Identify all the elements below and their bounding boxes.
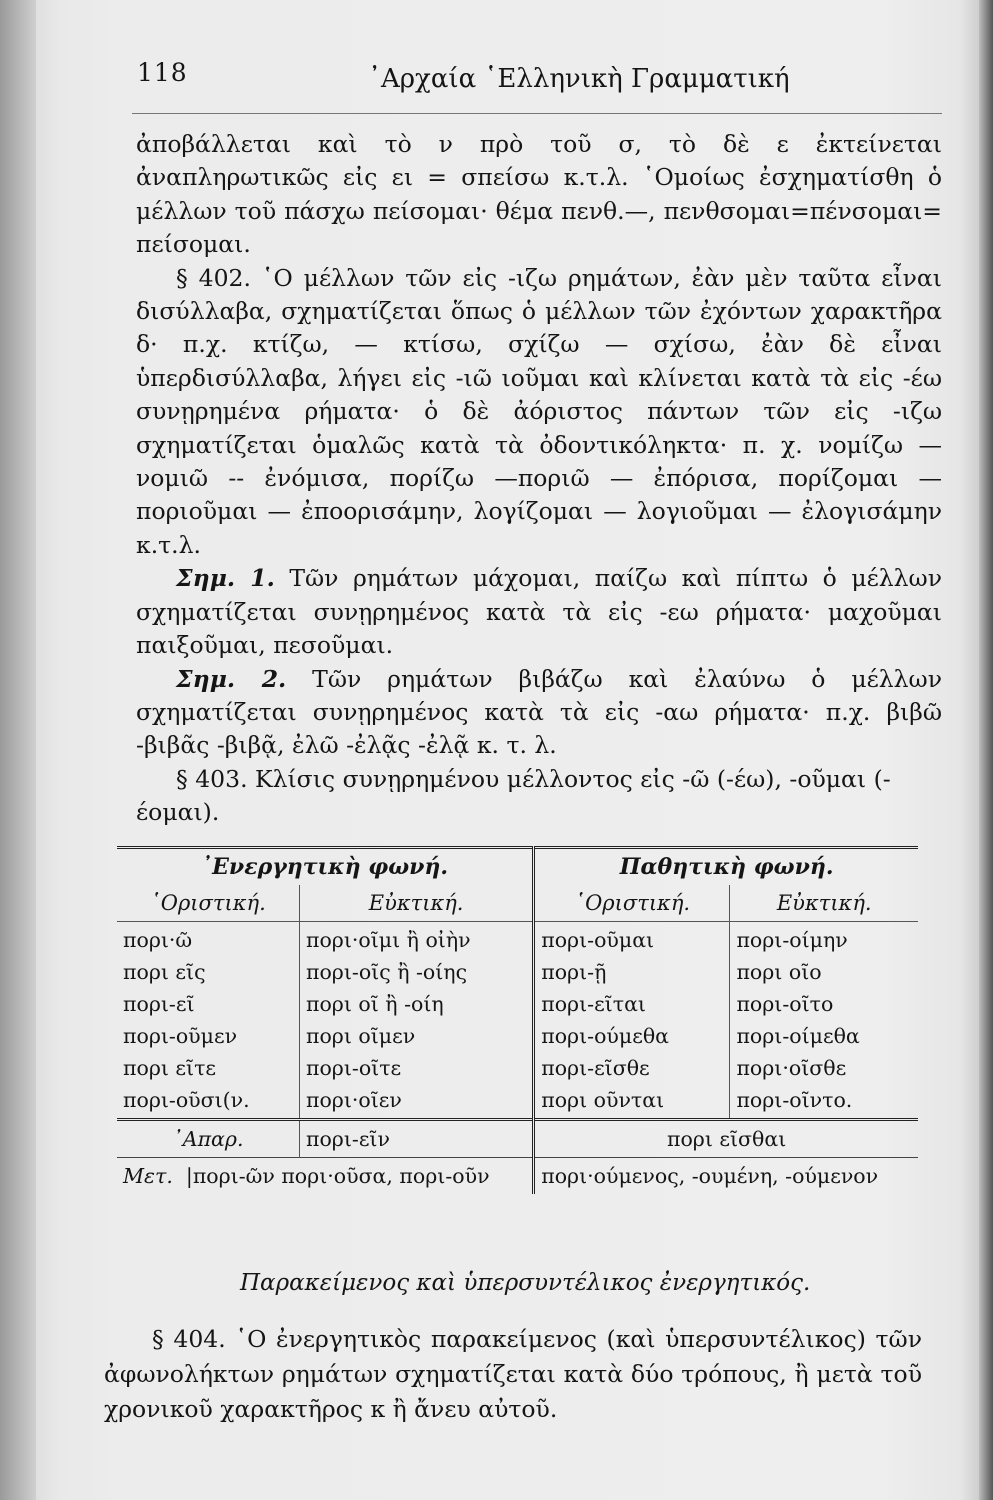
active-voice-heading: ᾿Ενεργητικὴ φωνή. — [117, 848, 534, 886]
passive-indicative-heading: ῾Οριστική. — [534, 885, 730, 922]
active-participle: πορι-ῶν πορι·οῦσα, πορι-οῦν — [192, 1164, 490, 1188]
form: πορι·οῖμι ἢ οἰὴν — [305, 928, 471, 952]
page-number: 118 — [137, 58, 188, 87]
form: πορι εῖτε — [123, 1056, 217, 1080]
paragraph-continuation: ἀποβάλλεται καὶ τὸ ν πρὸ τοῦ σ, τὸ δὲ ε ἐκτείνεται ἀναπληρωτικῶς εἰς ει = σπείσω κ.τ.λ. ῾Ομοίως ἐσχηματίσθη ὁ μέλλων τοῦ πάσχω πείσομαι· θέμα πενθ.—, πενθσομαι=πένσομαι= πείσομαι. — [136, 130, 942, 259]
header-rule — [132, 113, 942, 114]
form: πορι-οῖς ἢ -οίης — [305, 960, 468, 984]
section-caption: Παρακείμενος καὶ ὑπερσυντέλικος ἐνεργητικός. — [240, 1270, 811, 1296]
participle-label: Μετ. — [123, 1164, 173, 1188]
form: πορι εῖς — [123, 960, 206, 984]
form: πορι-ούμεθα — [541, 1024, 669, 1048]
form: πορι-οῦμεν — [123, 1024, 238, 1048]
closing-text — [104, 1322, 922, 1427]
active-indicative-forms — [117, 922, 299, 1120]
remark-1-text: Τῶν ρημάτων μάχομαι, παίζω καὶ πίπτω ὁ μέλλων σχηματίζεται συνῃρημένος κατὰ τὰ εἰς -εω ρήματα· μαχοῦμαι παιξοῦμαι, πεσοῦμαι. — [136, 564, 943, 660]
passive-voice-heading: Παθητικὴ φωνή. — [619, 854, 834, 880]
remark-2 — [136, 663, 942, 763]
form: πορι-εῖσθε — [541, 1056, 650, 1080]
form: πορι·οῖσθε — [736, 1056, 847, 1080]
form: πορι·οῖεν — [305, 1088, 402, 1112]
conjugation-table — [117, 846, 918, 1194]
remark-2-label: Σημ. 2. — [176, 664, 287, 693]
passive-infinitive: πορι εῖσθαι — [534, 1120, 918, 1158]
form: πορι-ῇ — [541, 960, 607, 984]
form: πορι-οῖντο. — [736, 1088, 853, 1112]
form: πορι οῖο — [736, 960, 822, 984]
active-infinitive: πορι-εῖν — [299, 1120, 533, 1158]
active-participle-row: Μετ. |πορι-ῶν πορι·οῦσα, πορι-οῦν — [117, 1158, 534, 1195]
paragraph-403: § 403. Κλίσις συνῃρημένου μέλλοντος εἰς -ῶ (-έω), -οῦμαι (-έομαι). — [136, 764, 891, 827]
form: πορι-οῖτο — [736, 992, 834, 1016]
running-title: ᾿Αρχαία ῾Ελληνικὴ Γραμματική — [368, 64, 790, 94]
form: πορι οῖμεν — [305, 1024, 416, 1048]
form: πορι-εῖ — [123, 992, 195, 1016]
form: πορι-οῦσι(ν. — [123, 1088, 250, 1112]
infinitive-label: ᾿Απαρ. — [117, 1120, 299, 1158]
active-optative-heading: Εὐκτική. — [299, 885, 533, 922]
form: πορι-εῖται — [541, 992, 646, 1016]
paragraph-402: § 402. ῾Ο μέλλων τῶν εἰς -ιζω ρημάτων, ἐὰν μὲν ταῦτα εἶναι δισύλλαβα, σχηματίζεται ὅπως ὁ μέλλων τῶν ἐχόντων χαρακτῆρα δ· π.χ. κτίζω, — κτίσω, σχίζω — σχίσω, ἐὰν δὲ εἶναι ὑπερδισύλλαβα, λήγει εἰς -ιῶ ιοῦμαι καὶ κλίνεται κατὰ τὰ εἰς -έω συνῃρημένα ρήματα· ὁ δὲ ἀόριστος πάντων τῶν εἰς -ιζω σχηματίζεται ὁμαλῶς κατὰ τὰ ὀδοντικόληκτα· π. χ. νομίζω — νομιῶ -- ἐνόμισα, πορίζω —ποριῶ — ἐπόρισα, πορίζομαι — ποριοῦμαι — ἐποoρισάμην, λογίζομαι — λογιοῦμαι — ἐλογισάμην κ.τ.λ. — [136, 263, 942, 559]
paragraph-404: § 404. ῾Ο ἐνεργητικὸς παρακείμενος (καὶ ὑπερσυντέλικος) τῶν ἀφωνολήκτων ρημάτων σχηματίζεται κατὰ δύο τρόπους, ἢ μετὰ τοῦ χρονικοῦ χαρακτῆρος κ ἢ ἄνευ αὐτοῦ. — [104, 1325, 922, 1423]
remark-1 — [136, 562, 942, 662]
form: πορι-οίμεθα — [736, 1024, 860, 1048]
active-optative-forms — [299, 922, 533, 1120]
passive-optative-forms — [730, 922, 918, 1120]
form: πορι·ῶ — [123, 928, 193, 952]
form: πορι οῖ ἢ -οίη — [305, 992, 444, 1016]
passive-indicative-forms — [534, 922, 730, 1120]
active-indicative-heading: ῾Οριστική. — [117, 885, 299, 922]
form: πορι-οῦμαι — [541, 928, 655, 952]
remark-1-label: Σημ. 1. — [176, 564, 275, 593]
passive-participle: πορι·ούμενος, -ουμένη, -ούμενον — [534, 1158, 918, 1195]
main-text — [136, 128, 942, 830]
form: πορι οῦνται — [541, 1088, 665, 1112]
form: πορι-οῖτε — [305, 1056, 402, 1080]
passive-optative-heading: Εὐκτική. — [730, 885, 918, 922]
remark-2-text: Τῶν ρημάτων βιβάζω καὶ ἐλαύνω ὁ μέλλων σχηματίζεται συνῃρημένος κατὰ τὰ εἰς -αω ρήματα· π.χ. βιβῶ -βιβᾶς -βιβᾷ, ἐλῶ -ἐλᾷς -ἐλᾷ κ. τ. λ. — [136, 664, 943, 760]
form: πορι-οίμην — [736, 928, 848, 952]
